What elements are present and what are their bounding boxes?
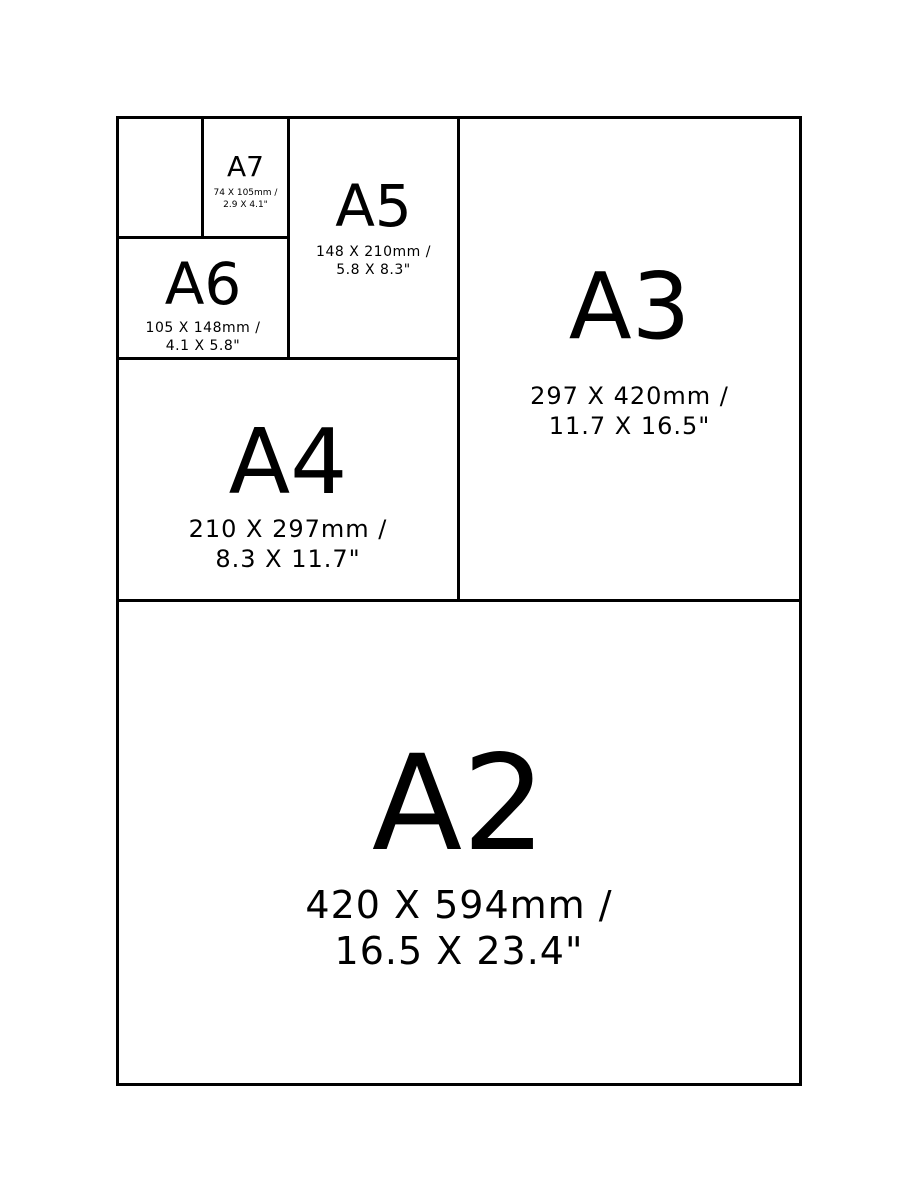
sheet-a7-dims-line1: 74 X 105mm / bbox=[213, 188, 278, 198]
sheet-a5-dimensions bbox=[290, 243, 457, 279]
sheet-a3-name: A3 bbox=[568, 253, 691, 360]
sheet-a4-dims-line1: 210 X 297mm / bbox=[188, 515, 388, 543]
sheet-a8-empty bbox=[116, 116, 204, 239]
sheet-a4-dims-line2: 8.3 X 11.7" bbox=[215, 545, 361, 573]
sheet-a3 bbox=[457, 116, 802, 602]
sheet-a5-dims-line2: 5.8 X 8.3" bbox=[336, 262, 411, 278]
sheet-a6-dims-line1: 105 X 148mm / bbox=[145, 320, 261, 336]
sheet-a5-dims-line1: 148 X 210mm / bbox=[316, 244, 431, 260]
sheet-a2-dimensions bbox=[119, 882, 799, 974]
sheet-a7-dimensions bbox=[204, 187, 287, 211]
sheet-a6-name: A6 bbox=[164, 250, 242, 318]
sheet-a7-name: A7 bbox=[227, 150, 264, 183]
sheet-a3-dims-line1: 297 X 420mm / bbox=[530, 382, 729, 410]
sheet-a2-dims-line1: 420 X 594mm / bbox=[305, 883, 613, 927]
sheet-a6-dims-line2: 4.1 X 5.8" bbox=[165, 338, 241, 354]
sheet-a2 bbox=[116, 599, 802, 1086]
sheet-a4-name: A4 bbox=[228, 410, 348, 515]
sheet-a3-dims-line2: 11.7 X 16.5" bbox=[548, 412, 711, 440]
sheet-a2-dims-line2: 16.5 X 23.4" bbox=[334, 929, 584, 973]
sheet-a5 bbox=[287, 116, 460, 360]
sheet-a4 bbox=[116, 357, 460, 602]
sheet-a6-dimensions bbox=[119, 319, 287, 355]
sheet-a7-dims-line2: 2.9 X 4.1" bbox=[223, 200, 268, 210]
sheet-a3-dimensions bbox=[460, 381, 799, 441]
sheet-a5-name: A5 bbox=[335, 172, 412, 240]
sheet-a6 bbox=[116, 236, 290, 360]
sheet-a2-name: A2 bbox=[371, 727, 547, 881]
sheet-a4-dimensions bbox=[119, 514, 457, 574]
sheet-a7 bbox=[201, 116, 290, 239]
